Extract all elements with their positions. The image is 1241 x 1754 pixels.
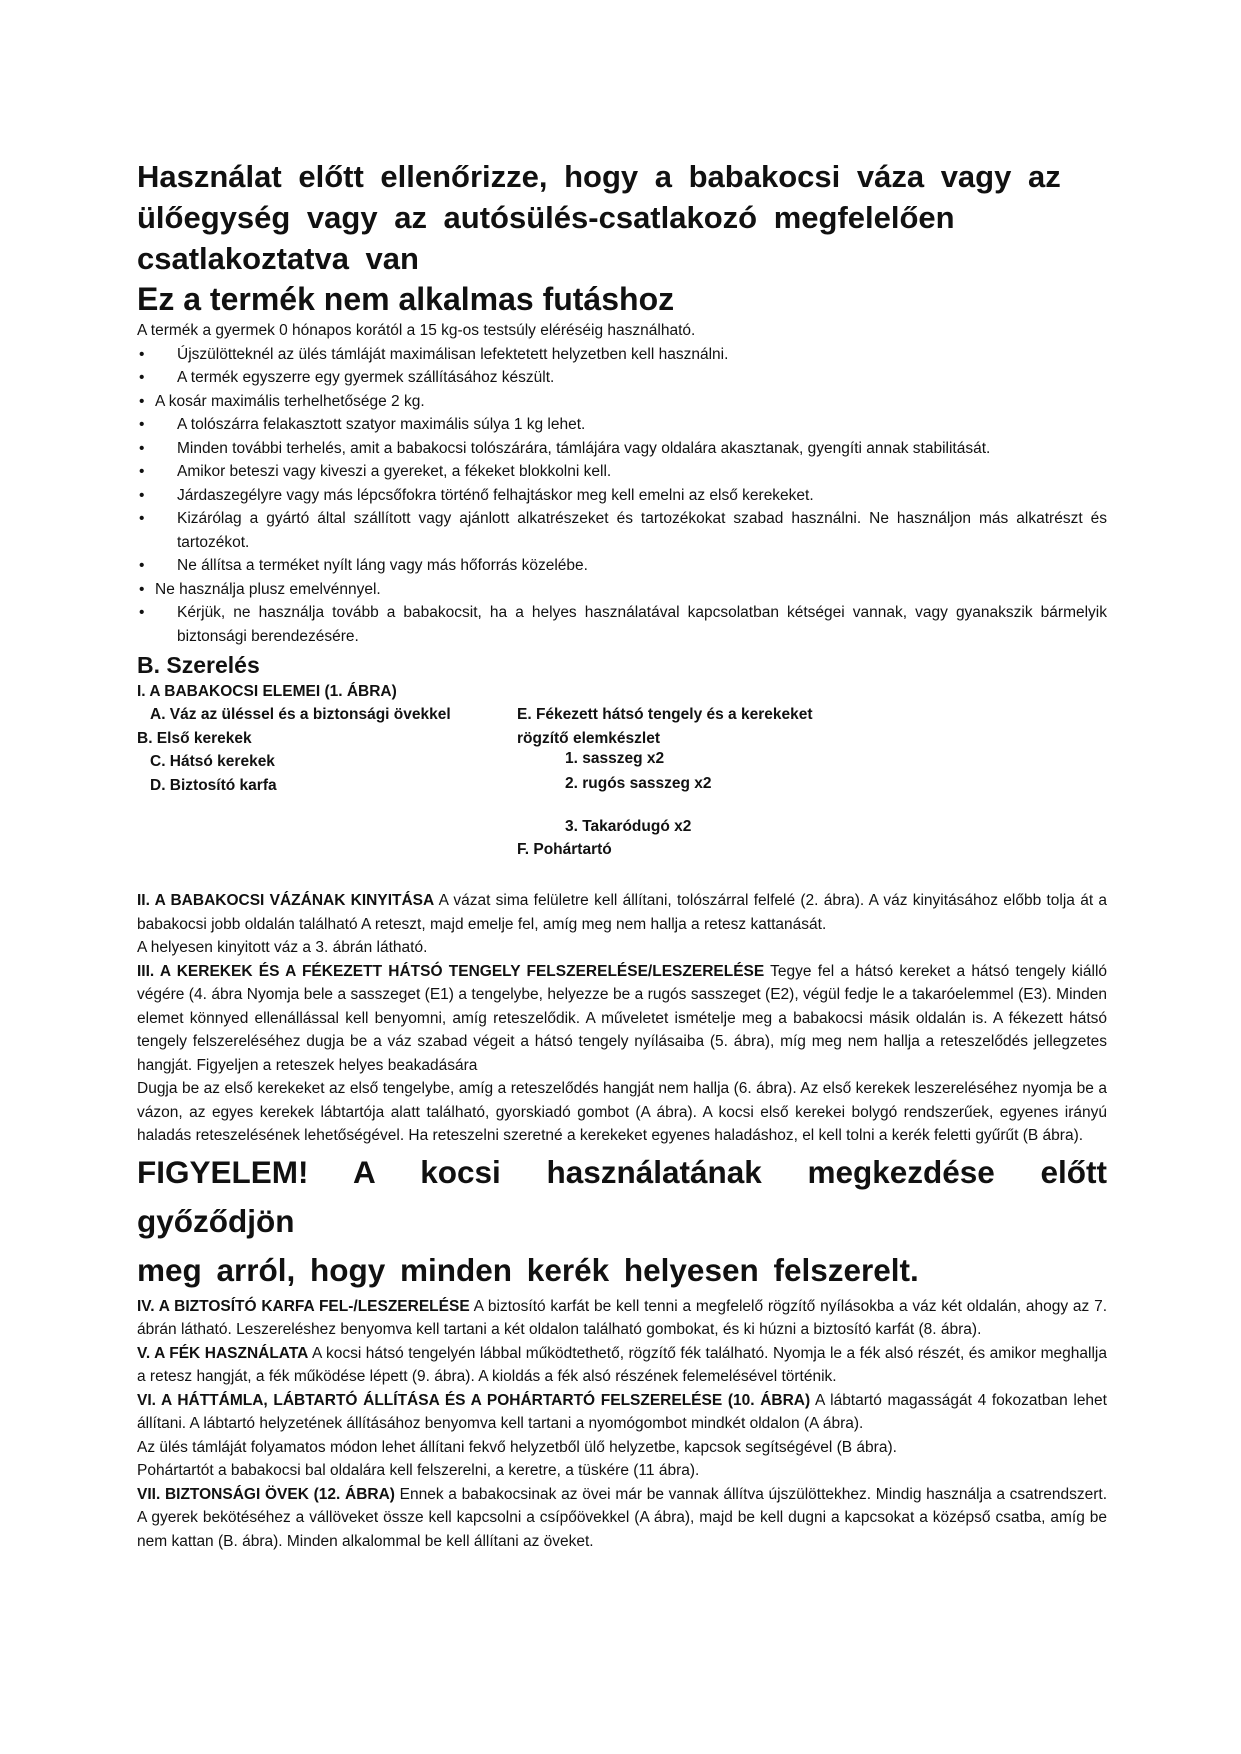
section-5-title: V. A FÉK HASZNÁLATA bbox=[137, 1344, 309, 1362]
section-6 bbox=[137, 1389, 1107, 1436]
section-3-text-2: Dugja be az első kerekeket az első tengelybe, amíg a reteszelődés hangját nem hallja (6. ábra). Az első kerekek leszereléséhez nyomja be a vázon, az egyes kerekek lábtartója alatt található, gyorskiadó gombot (A ábra). A kocsi első kerekei bolygó rendszerűek, egyenes irányú haladás reteszelésének lehetőségével. Ha reteszelni szeretné a kerekeket egyenes haladáshoz, el kell tolni a kerék feletti gyűrűt (B ábra). bbox=[137, 1080, 1107, 1144]
intro-text: A termék a gyermek 0 hónapos korától a 15 kg-os testsúly eléréséig használható. bbox=[137, 322, 696, 339]
part-e-item-3: 3. Takaródugó x2 bbox=[565, 818, 692, 835]
parts-section-title: I. A BABAKOCSI ELEMEI (1. ÁBRA) bbox=[137, 683, 397, 700]
section-2-text: A vázat sima felületre kell állítani, tolószárral felfelé (2. ábra). A váz kinyitásához előbb tolja át a babakocsi jobb oldalán található A reteszt, majd emelje fel, amíg meg nem hallja a retesz kattanását. bbox=[137, 892, 1108, 933]
list-item: • A kosár maximális terhelhetősége 2 kg. bbox=[137, 390, 1107, 414]
section-b-heading: B. Szerelés bbox=[137, 652, 260, 678]
parts-list bbox=[137, 703, 1107, 889]
part-e-line-1: E. Fékezett hátsó tengely és a kerekeket bbox=[517, 706, 813, 723]
safety-bullet-list bbox=[137, 343, 1107, 649]
section-2-text-2: A helyesen kinyitott váz a 3. ábrán látható. bbox=[137, 939, 428, 956]
section-5 bbox=[137, 1342, 1107, 1389]
list-item: • Újszülötteknél az ülés támláját maximálisan lefektetett helyzetben kell használni. bbox=[137, 343, 1107, 367]
list-item: • Ne használja plusz emelvénnyel. bbox=[137, 578, 1107, 602]
section-4-title: IV. A BIZTOSÍTÓ KARFA FEL-/LESZERELÉSE bbox=[137, 1297, 470, 1315]
part-e-item-1: 1. sasszeg x2 bbox=[565, 750, 665, 767]
list-item: • Járdaszegélyre vagy más lépcsőfokra történő felhajtáskor meg kell emelni az első kerekeket. bbox=[137, 484, 1107, 508]
part-a: A. Váz az üléssel és a biztonsági övekkel bbox=[150, 706, 451, 723]
part-c: C. Hátsó kerekek bbox=[150, 753, 275, 770]
section-3 bbox=[137, 960, 1107, 1078]
list-item: • Kizárólag a gyártó által szállított vagy ajánlott alkatrészeket és tartozékokat szabad használni. Ne használjon más alkatrészt és tartozékot. bbox=[137, 507, 1107, 554]
part-b: B. Első kerekek bbox=[137, 729, 252, 747]
section-4 bbox=[137, 1295, 1107, 1342]
section-6-title: VI. A HÁTTÁMLA, LÁBTARTÓ ÁLLÍTÁSA ÉS A POHÁRTARTÓ FELSZERELÉSE (10. ÁBRA) bbox=[137, 1391, 811, 1409]
list-item: • A tolószárra felakasztott szatyor maximális súlya 1 kg lehet. bbox=[137, 413, 1107, 437]
section-6-text-3: Pohártartót a babakocsi bal oldalára kell felszerelni, a keretre, a tüskére (11 ábra). bbox=[137, 1462, 700, 1479]
part-d: D. Biztosító karfa bbox=[150, 776, 277, 794]
list-item: • Ne állítsa a terméket nyílt láng vagy más hőforrás közelébe. bbox=[137, 554, 1107, 578]
section-7 bbox=[137, 1483, 1107, 1554]
section-7-title: VII. BIZTONSÁGI ÖVEK (12. ÁBRA) bbox=[137, 1485, 395, 1503]
section-4-text: A biztosító karfát be kell tenni a megfelelő rögzítő nyílásokba a váz két oldalán, ahogy az 7. ábrán látható. Leszereléshez benyomva kell tartani a két oldalon található gombokat, és ki húzni a biztosító karfát (8. ábra). bbox=[137, 1297, 1107, 1338]
wheel-warning-line-2: meg arról, hogy minden kerék helyesen felszerelt. bbox=[137, 1251, 919, 1288]
part-e-item-2: 2. rugós sasszeg x2 bbox=[565, 775, 712, 792]
section-6-text-2: Az ülés támláját folyamatos módon lehet állítani fekvő helyzetből ülő helyzetbe, kapcsok segítségével (B ábra). bbox=[137, 1438, 897, 1456]
main-heading-line-3: csatlakoztatva van bbox=[137, 241, 419, 276]
section-3-title: III. A KEREKEK ÉS A FÉKEZETT HÁTSÓ TENGELY FELSZERELÉSE/LESZERELÉSE bbox=[137, 962, 765, 980]
parts-right-column bbox=[517, 703, 917, 750]
main-heading-line-1: Használat előtt ellenőrizze, hogy a babakocsi váza vagy az bbox=[137, 159, 1061, 194]
section-7-text: Ennek a babakocsinak az övei már be vannak állítva újszülöttekhez. Mindig használja a csatrendszert. A gyerek bekötéséhez a vállöveket össze kell kapcsolni a csípőövekkel (A ábra), majd be kell dugni a kapcsokat a középső csatba, amíg be nem kattan (B. ábra). Minden alkalommal be kell állítani az öveket. bbox=[137, 1485, 1108, 1550]
section-2 bbox=[137, 889, 1107, 936]
section-5-text: A kocsi hátsó tengelyén lábbal működtethető, rögzítő fék található. Nyomja le a fék alsó részét, és amikor meghallja a retesz hangját, a fék működése lépett (9. ábra). A kioldás a fék alsó részének felemelésével történik. bbox=[137, 1344, 1107, 1385]
section-2-title: II. A BABAKOCSI VÁZÁNAK KINYITÁSA bbox=[137, 892, 435, 909]
section-3-text: Tegye fel a hátsó kereket a hátsó tengely kiálló végére (4. ábra Nyomja bele a sasszeget (E1) a tengelybe, helyezze be a rugós sasszeget (E2), végül fedje le a takaróelemmel (E3). Minden elemet könnyed ellenállással kell benyomni, amíg reteszelődik. A műveletet ismételje meg a babakocsi másik oldalán is. A fékezett hátsó tengely felszereléséhez dugja be a váz szabad végeit a hátsó tengely nyílásaiba (5. ábra), míg meg nem hallja a reteszelődés jellegzetes hangját. Figyeljen a reteszek helyes beakadására bbox=[137, 962, 1108, 1074]
running-warning-heading: Ez a termék nem alkalmas futáshoz bbox=[137, 281, 675, 317]
list-item: • Kérjük, ne használja tovább a babakocsit, ha a helyes használatával kapcsolatban kétségei vannak, vagy gyanakszik bármelyik biztonsági berendezésére. bbox=[137, 601, 1107, 648]
parts-left-column bbox=[137, 703, 490, 797]
main-heading-line-2: ülőegység vagy az autósülés-csatlakozó megfelelően bbox=[137, 200, 955, 235]
part-e-line-2: rögzítő elemkészlet bbox=[517, 729, 660, 747]
wheel-warning-line-1: FIGYELEM! A kocsi használatának megkezdése előtt győződjön bbox=[137, 1153, 1107, 1239]
list-item: • A termék egyszerre egy gyermek szállításához készült. bbox=[137, 366, 1107, 390]
list-item: • Minden további terhelés, amit a babakocsi tolószárára, támlájára vagy oldalára akasztanak, gyengíti annak stabilitását. bbox=[137, 437, 1107, 461]
part-f: F. Pohártartó bbox=[517, 841, 612, 858]
document-content bbox=[137, 156, 1107, 1553]
list-item: • Amikor beteszi vagy kiveszi a gyereket, a fékeket blokkolni kell. bbox=[137, 460, 1107, 484]
section-6-text: A lábtartó magasságát 4 fokozatban lehet állítani. A lábtartó helyzetének állításához benyomva kell tartani a nyomógombot mindkét oldalon (A ábra). bbox=[137, 1391, 1107, 1432]
